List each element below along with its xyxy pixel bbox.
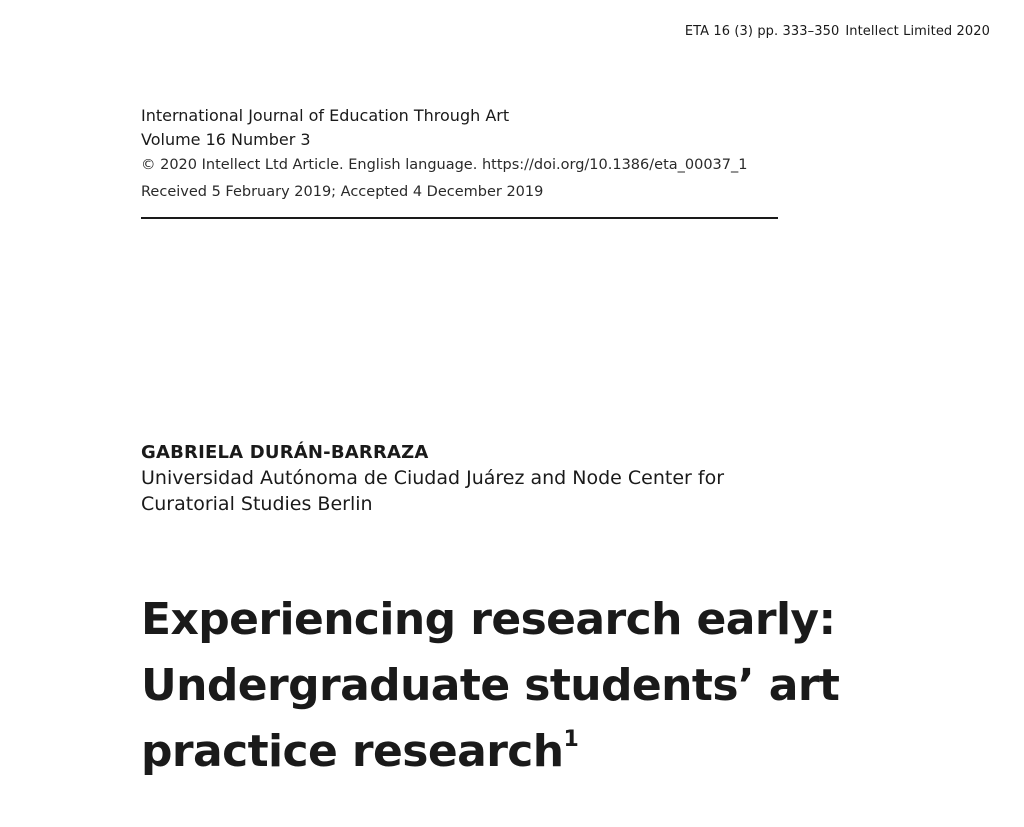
title-line-3 <box>141 719 839 785</box>
copyright-line: © 2020 Intellect Ltd Article. English language. https://doi.org/10.1386/eta_00037_1 <box>141 157 748 173</box>
publisher-info: Intellect Limited 2020 <box>845 24 990 39</box>
title-line-1: Experiencing research early: <box>141 594 836 645</box>
author-block <box>141 441 724 517</box>
citation-info: ETA 16 (3) pp. 333–350 <box>684 24 840 39</box>
article-title <box>141 587 839 785</box>
header-divider <box>141 217 778 219</box>
title-line-3-text: practice research <box>141 726 564 777</box>
journal-name: International Journal of Education Through Art <box>141 106 510 125</box>
journal-metadata <box>141 104 778 219</box>
footnote-marker[interactable]: 1 <box>563 727 579 752</box>
running-head <box>685 24 990 39</box>
received-accepted-dates: Received 5 February 2019; Accepted 4 December 2019 <box>141 184 544 200</box>
volume-number: Volume 16 Number 3 <box>141 130 311 149</box>
author-affiliation-line-1: Universidad Autónoma de Ciudad Juárez and Node Center for <box>141 467 725 489</box>
author-name: GABRIELA DURÁN-BARRAZA <box>141 442 429 463</box>
author-affiliation-line-2: Curatorial Studies Berlin <box>141 493 373 515</box>
title-line-2: Undergraduate students’ art <box>141 660 840 711</box>
